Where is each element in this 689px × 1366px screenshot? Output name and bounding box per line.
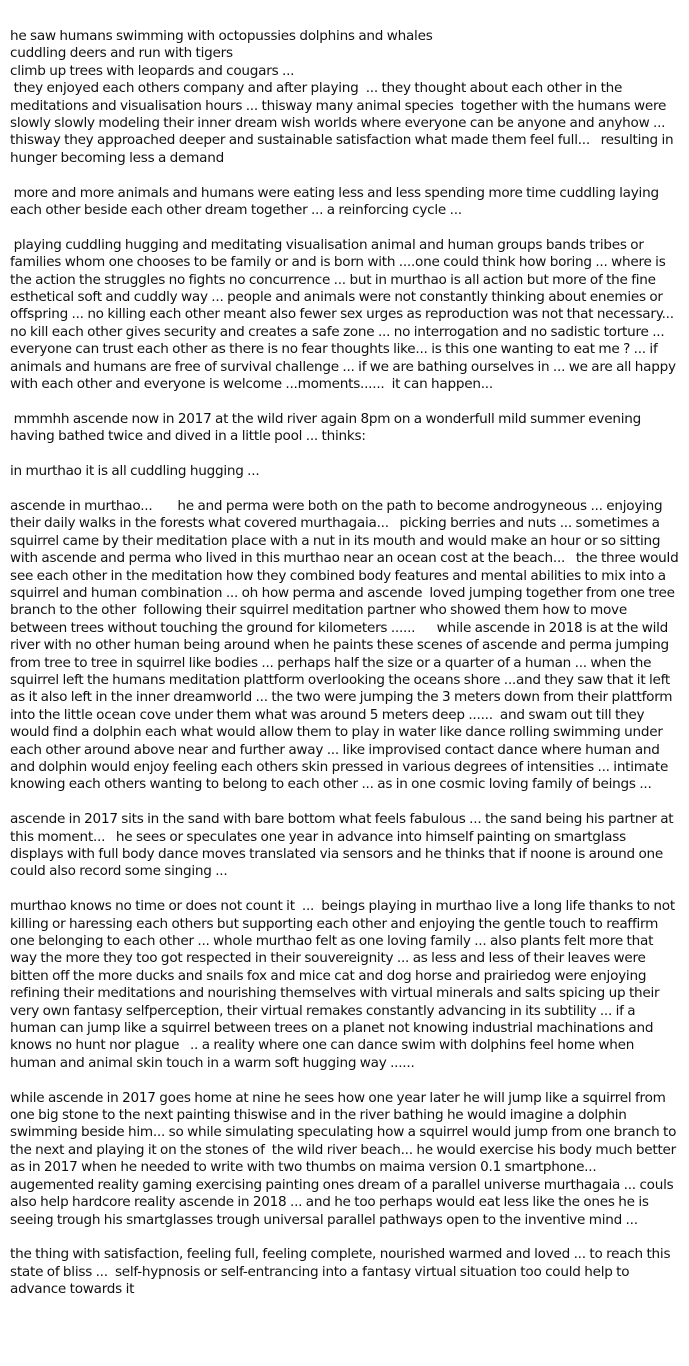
paragraph-3: playing cuddling hugging and meditating visualisation animal and human groups bands tribes or families whom one chooses to be family or and is born with ....one could think how boring ... where is the action the struggles no fights no concurrence ... but in murthao is all action but more of the fine esthetical soft and cuddly way ... people and animals were not constantly thinking about enemies or offspring ... no killing each other meant also fewer sex urges as reproduction was not that necessary... no kill each other gives security and creates a safe zone ... no interrogation and no sadistic torture ... everyone can trust each other as there is no fear thoughts like... is this one wanting to eat me ? ... if animals and humans are free of survival challenge ... if we are bathing ourselves in ... we are all happy with each other and everyone is welcome ...moments...... it can happen...: [10, 236, 685, 393]
paragraph-1: he saw humans swimming with octopussies dolphins and whales cuddling deers and run with tigers climb up trees with leopards and cougars ... they enjoyed each others company and after playing ... they thought about each other in the meditations and visualisation hours ... thisway many animal species together with the humans were slowly slowly modeling their inner dream wish worlds where everyone can be anyone and anyhow ... thisway they approached deeper and sustainable satisfaction what made them feel full... resulting in hunger becoming less a demand: [10, 28, 674, 166]
paragraph-6: ascende in murthao... he and perma were both on the path to become androgyneous ... enjoying their daily walks in the forests what covered murthagaia... picking berries and nuts ... sometimes a squirrel came by their meditation place with a nut in its mouth and would make an hour or so sitting with ascende and perma who lived in this murthao near an ocean cost at the beach... the three would see each other in the meditation how they combined body features and mental abilities to mix into a squirrel and human combination ... oh how perma and ascende loved jumping together from one tree branch to the other following their squirrel meditation partner who showed them how to move between trees without touching the ground for kilometers ...... while ascende in 2018 is at the wild river with no other human being around when he paints these scenes of ascende and perma jumping from tree to tree in squirrel like bodies ... perhaps half the size or a quarter of a human ... when the squirrel left the humans meditation plattform overlooking the oceans shore ...and they saw that it left as it also left in the inner dreamworld ... the two were jumping the 3 meters down from their plattform into the little ocean cove under them what was around 5 meters deep ...... and swam out till they would find a dolphin each what would allow them to play in water like dance rolling swimming under each other around above near and further away ... like improvised contact dance where human and and dolphin would enjoy feeling each others skin pressed in various degrees of intensities ... intimate knowing each others wanting to belong to each other ... as in one cosmic loving family of beings ...: [10, 497, 683, 793]
paragraph-2: more and more animals and humans were eating less and less spending more time cuddling laying each other beside each other dream together ... a reinforcing cycle ...: [10, 184, 663, 219]
paragraph-8: murthao knows no time or does not count it ... beings playing in murthao live a long life thanks to not killing or haressing each others but supporting each other and enjoying the gentle touch to reaffirm one belonging to each other ... whole murthao felt as one loving family ... also plants felt more that way the more they too got respected in their souvereignity ... as less and less of their leaves were bitten off the more ducks and snails fox and mice cat and dog horse and prairiedog were enjoying refining their meditations and nourishing themselves with virtual minerals and salts spicing up their very own fantasy selfperception, their virtual remakes constantly advancing in its subtility ... if a human can jump like a squirrel between trees on a planet not knowing industrial machinations and knows no hunt nor plague .. a reality where one can dance swim with dolphins feel home when human and animal skin touch in a warm soft hugging way ......: [10, 898, 679, 1071]
paragraph-7: ascende in 2017 sits in the sand with bare bottom what feels fabulous ... the sand being his partner at this moment... he sees or speculates one year in advance into himself painting on smartglass displays with full body dance moves translated via sensors and he thinks that if noone is around one could also record some singing ...: [10, 811, 677, 880]
paragraph-4: mmmhh ascende now in 2017 at the wild river again 8pm on a wonderfull mild summer evening having bathed twice and dived in a little pool ... thinks:: [10, 410, 645, 445]
paragraph-9: while ascende in 2017 goes home at nine he sees how one year later he will jump like a squirrel from one big stone to the next painting thiswise and in the river bathing he would imagine a dolphin swimming beside him... so while simulating speculating how a squirrel would jump from one branch to the next and playing it on the stones of the wild river beach... he would exercise his body much better as in 2017 when he needed to write with two thumbs on maima version 0.1 smartphone... augemented reality gaming exercising painting ones dream of a parallel universe murthagaia ... couls also help hardcore reality ascende in 2018 ... and he too perhaps would eat less like the ones he is seeing trough his smartglasses trough universal parallel pathways open to the inventive mind ...: [10, 1089, 680, 1228]
paragraph-10: the thing with satisfaction, feeling full, feeling complete, nourished warmed and loved ... to reach this state of bliss ... self-hypnosis or self-entrancing into a fantasy virtual situation too could help to advance towards it: [10, 1246, 674, 1298]
paragraph-5: in murthao it is all cuddling hugging ...: [10, 463, 260, 480]
